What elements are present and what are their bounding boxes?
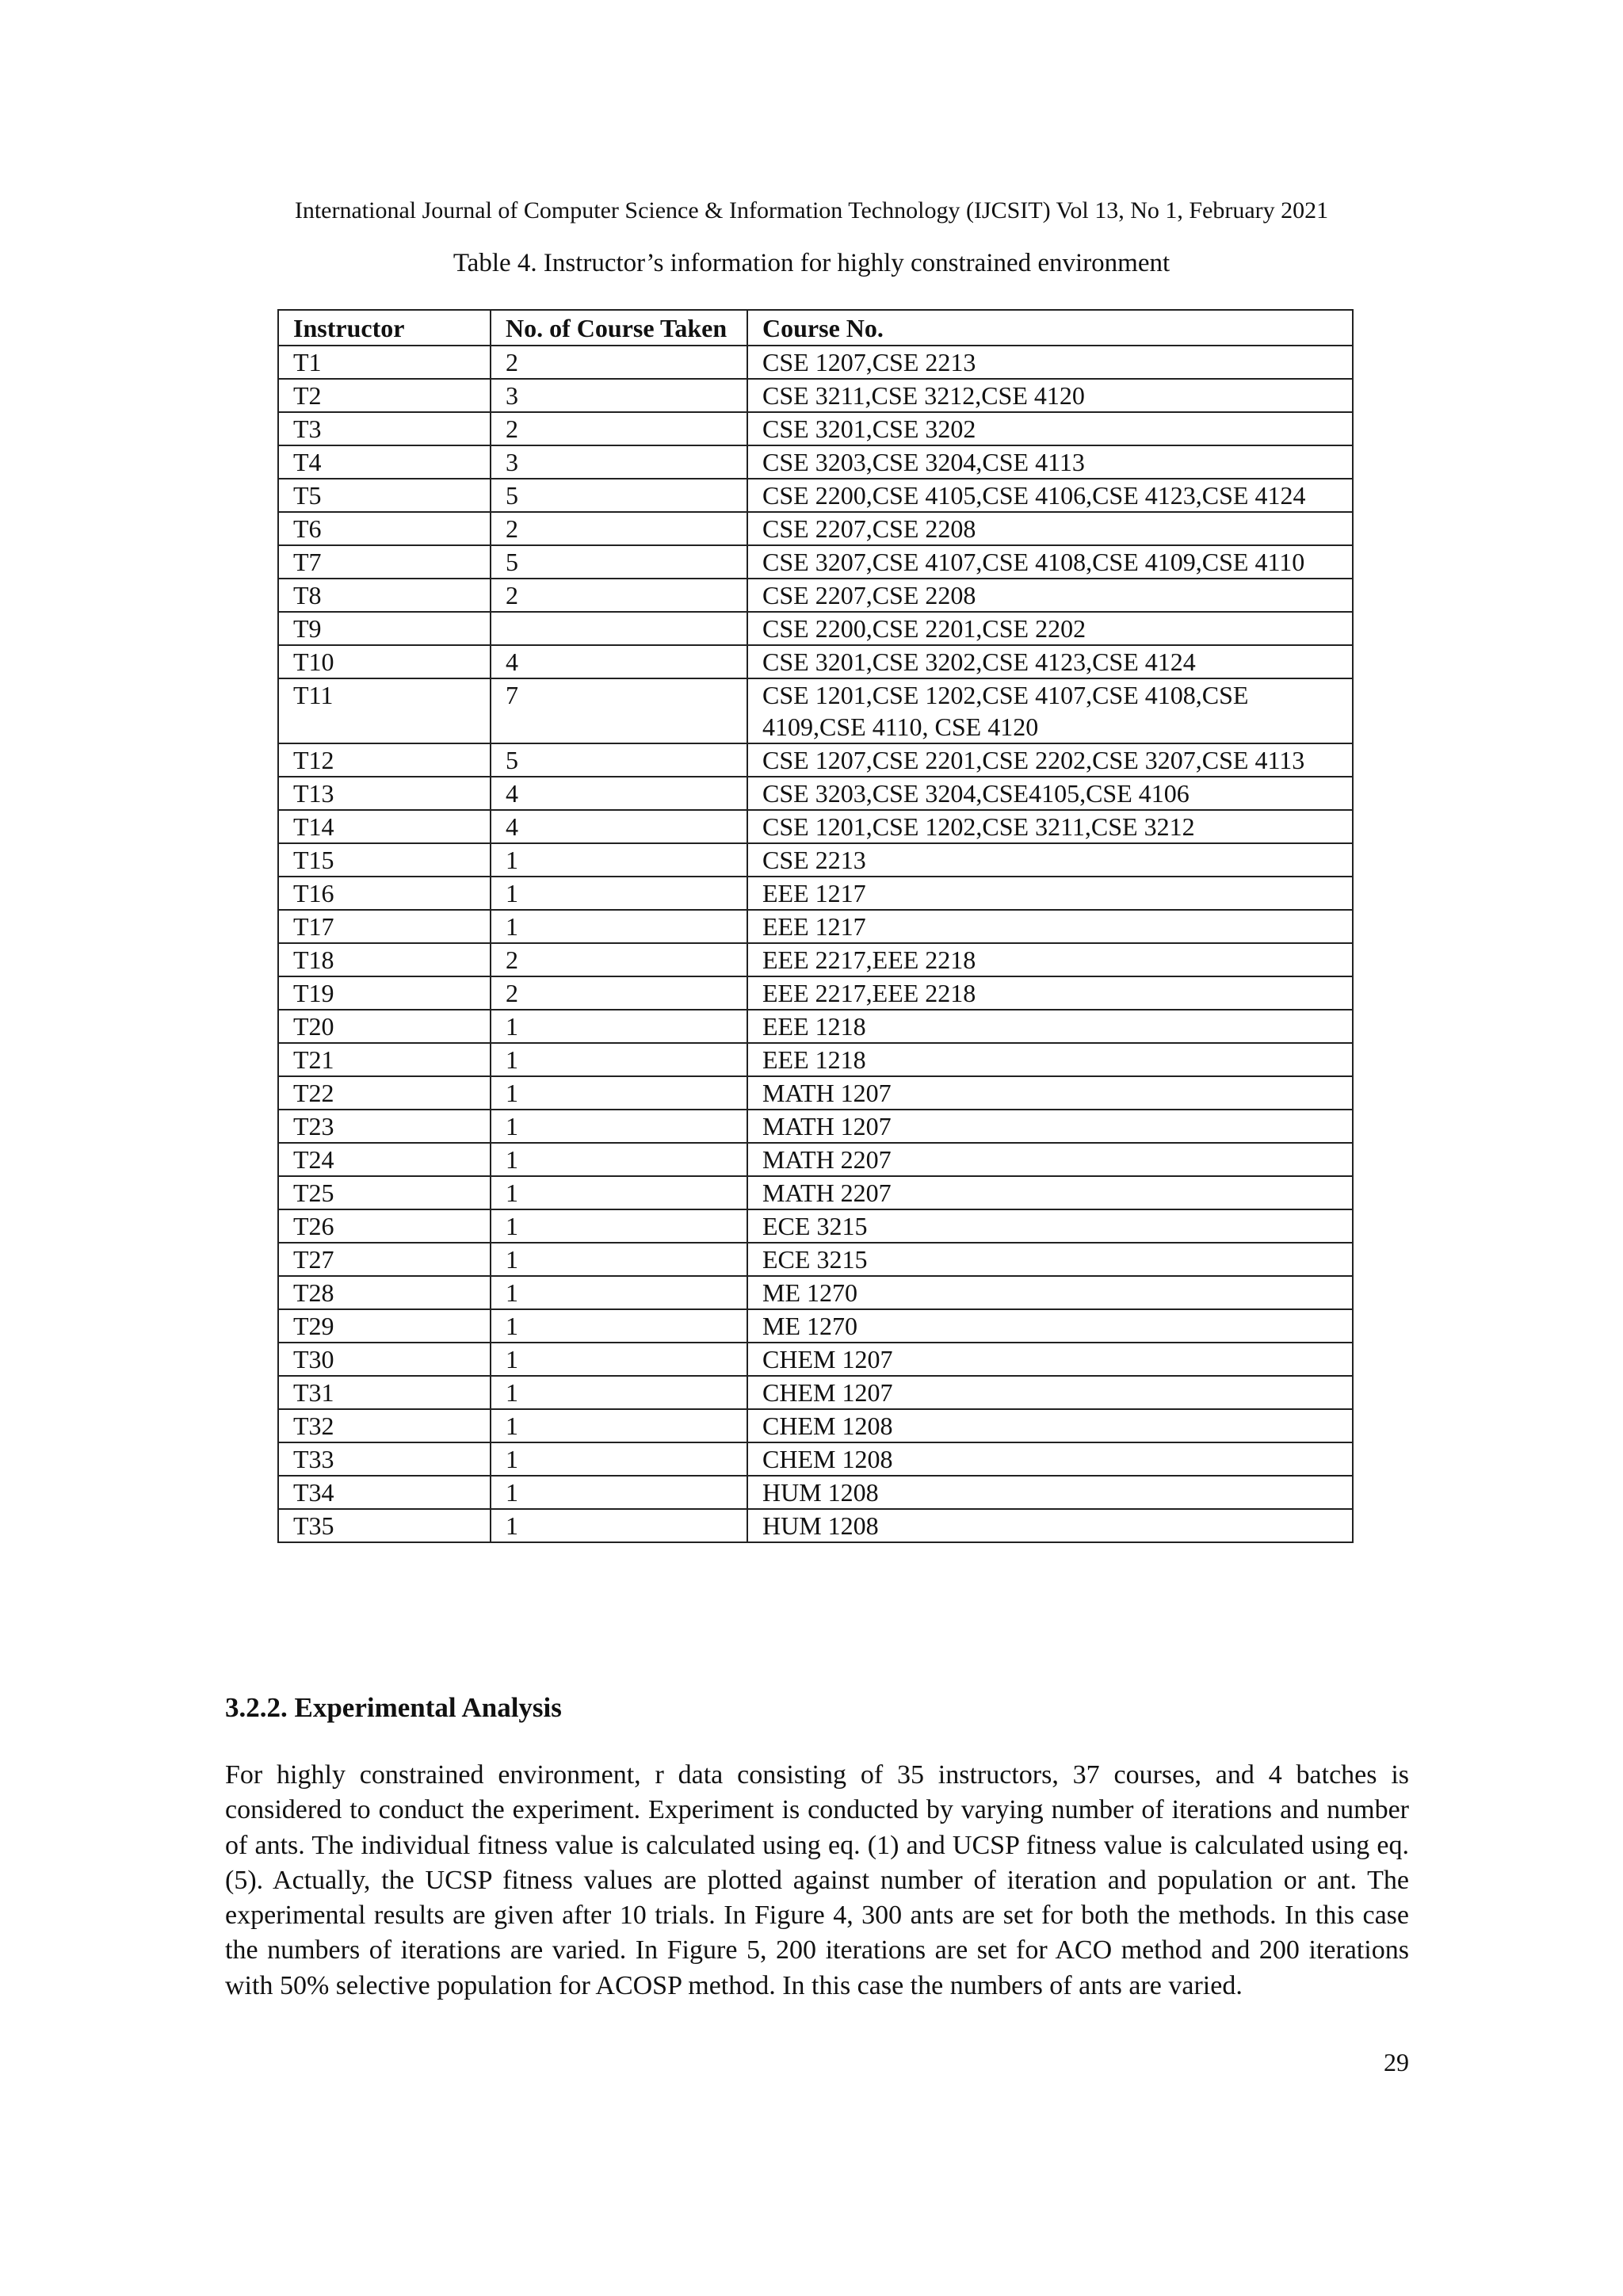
column-header-course-count: No. of Course Taken	[491, 310, 747, 346]
column-header-course-no: Course No.	[747, 310, 1353, 346]
cell-course-no: ECE 3215	[747, 1209, 1353, 1243]
cell-course-no: CSE 2213	[747, 843, 1353, 877]
cell-course-count: 4	[491, 777, 747, 810]
cell-course-no: CSE 3201,CSE 3202	[747, 412, 1353, 445]
cell-instructor: T9	[278, 612, 491, 645]
table-row	[278, 545, 1353, 579]
cell-instructor: T13	[278, 777, 491, 810]
running-header: International Journal of Computer Science & Information Technology (IJCSIT) Vol 13, No 1, February 2021	[294, 197, 1329, 223]
cell-instructor: T14	[278, 810, 491, 843]
cell-instructor: T4	[278, 445, 491, 479]
cell-course-no: EEE 2217,EEE 2218	[747, 943, 1353, 976]
cell-instructor: T30	[278, 1343, 491, 1376]
cell-course-no: EEE 1217	[747, 910, 1353, 943]
cell-course-no: CSE 3203,CSE 3204,CSE4105,CSE 4106	[747, 777, 1353, 810]
cell-instructor: T29	[278, 1309, 491, 1343]
table-row	[278, 346, 1353, 379]
cell-course-count: 1	[491, 1343, 747, 1376]
table-row	[278, 1143, 1353, 1176]
cell-course-count: 1	[491, 1243, 747, 1276]
cell-course-count: 2	[491, 346, 747, 379]
table-row	[278, 843, 1353, 877]
cell-instructor: T19	[278, 976, 491, 1010]
cell-course-count: 1	[491, 1309, 747, 1343]
cell-course-count: 1	[491, 1276, 747, 1309]
cell-course-no: ME 1270	[747, 1276, 1353, 1309]
table-row	[278, 910, 1353, 943]
cell-course-no: CSE 1207,CSE 2213	[747, 346, 1353, 379]
table-row	[278, 976, 1353, 1010]
cell-course-no: CHEM 1208	[747, 1442, 1353, 1476]
cell-course-no: CSE 1201,CSE 1202,CSE 3211,CSE 3212	[747, 810, 1353, 843]
table-row	[278, 645, 1353, 678]
cell-course-count: 4	[491, 810, 747, 843]
table-row	[278, 1309, 1353, 1343]
cell-instructor: T32	[278, 1409, 491, 1442]
cell-course-count: 3	[491, 445, 747, 479]
cell-course-no: CSE 3203,CSE 3204,CSE 4113	[747, 445, 1353, 479]
cell-instructor: T23	[278, 1110, 491, 1143]
cell-instructor: T5	[278, 479, 491, 512]
table-row	[278, 612, 1353, 645]
table-row	[278, 445, 1353, 479]
cell-course-no: CSE 3201,CSE 3202,CSE 4123,CSE 4124	[747, 645, 1353, 678]
cell-instructor: T27	[278, 1243, 491, 1276]
table-row	[278, 1409, 1353, 1442]
cell-instructor: T10	[278, 645, 491, 678]
cell-instructor: T11	[278, 678, 491, 743]
table-row	[278, 877, 1353, 910]
cell-instructor: T21	[278, 1043, 491, 1076]
cell-instructor: T34	[278, 1476, 491, 1509]
table-row	[278, 1509, 1353, 1542]
cell-course-count: 4	[491, 645, 747, 678]
cell-course-no: CHEM 1207	[747, 1376, 1353, 1409]
cell-instructor: T6	[278, 512, 491, 545]
body-paragraph: For highly constrained environment, r data consisting of 35 instructors, 37 courses, and 4 batches is considered to conduct the experiment. Experiment is conducted by varying number of iterations and number of ants. The individual fitness value is calculated using eq. (1) and UCSP fitness value is calculated using eq. (5). Actually, the UCSP fitness values are plotted against number of iteration and population or ant. The experimental results are given after 10 trials. In Figure 4, 300 ants are set for both the methods. In this case the numbers of iterations are varied. In Figure 5, 200 iterations are set for ACO method and 200 iterations with 50% selective population for ACOSP method. In this case the numbers of ants are varied.	[225, 1760, 1409, 2000]
cell-course-no: CSE 3207,CSE 4107,CSE 4108,CSE 4109,CSE 4110	[747, 545, 1353, 579]
cell-course-no: CSE 1207,CSE 2201,CSE 2202,CSE 3207,CSE 4113	[747, 743, 1353, 777]
table-row	[278, 1010, 1353, 1043]
cell-course-no: CSE 2207,CSE 2208	[747, 512, 1353, 545]
cell-course-count: 1	[491, 1143, 747, 1176]
cell-instructor: T25	[278, 1176, 491, 1209]
table-row	[278, 1209, 1353, 1243]
cell-instructor: T33	[278, 1442, 491, 1476]
cell-course-no: CHEM 1207	[747, 1343, 1353, 1376]
cell-instructor: T1	[278, 346, 491, 379]
table-row	[278, 810, 1353, 843]
cell-course-count: 1	[491, 1509, 747, 1542]
cell-instructor: T2	[278, 379, 491, 412]
cell-course-count: 2	[491, 412, 747, 445]
table-row	[278, 1343, 1353, 1376]
cell-course-count: 2	[491, 579, 747, 612]
table-row	[278, 1442, 1353, 1476]
cell-course-count: 2	[491, 512, 747, 545]
cell-course-count: 1	[491, 1043, 747, 1076]
cell-instructor: T15	[278, 843, 491, 877]
cell-instructor: T12	[278, 743, 491, 777]
cell-course-count: 3	[491, 379, 747, 412]
cell-course-no: HUM 1208	[747, 1509, 1353, 1542]
cell-course-count: 1	[491, 1442, 747, 1476]
cell-course-no: CSE 2200,CSE 2201,CSE 2202	[747, 612, 1353, 645]
table-row	[278, 943, 1353, 976]
cell-course-count: 1	[491, 1209, 747, 1243]
table-row	[278, 412, 1353, 445]
cell-course-count: 2	[491, 943, 747, 976]
cell-course-count: 1	[491, 1409, 747, 1442]
cell-instructor: T20	[278, 1010, 491, 1043]
cell-course-no: CSE 3211,CSE 3212,CSE 4120	[747, 379, 1353, 412]
page-number: 29	[1384, 2048, 1409, 2076]
table-row	[278, 777, 1353, 810]
cell-course-no: MATH 1207	[747, 1076, 1353, 1110]
cell-instructor: T22	[278, 1076, 491, 1110]
table-row	[278, 1476, 1353, 1509]
table-row	[278, 512, 1353, 545]
section-heading: 3.2.2. Experimental Analysis	[225, 1692, 562, 1723]
cell-course-no: EEE 1217	[747, 877, 1353, 910]
cell-course-no: MATH 2207	[747, 1143, 1353, 1176]
cell-instructor: T8	[278, 579, 491, 612]
cell-course-count: 1	[491, 910, 747, 943]
cell-instructor: T24	[278, 1143, 491, 1176]
cell-course-no: EEE 2217,EEE 2218	[747, 976, 1353, 1010]
cell-course-count: 5	[491, 743, 747, 777]
cell-course-no: ECE 3215	[747, 1243, 1353, 1276]
cell-course-no: HUM 1208	[747, 1476, 1353, 1509]
table-row	[278, 1110, 1353, 1143]
cell-course-count: 1	[491, 843, 747, 877]
table-row	[278, 1276, 1353, 1309]
cell-instructor: T28	[278, 1276, 491, 1309]
cell-course-no: MATH 2207	[747, 1176, 1353, 1209]
cell-course-count: 5	[491, 479, 747, 512]
table-header-row	[278, 310, 1353, 346]
table-row	[278, 1043, 1353, 1076]
cell-instructor: T35	[278, 1509, 491, 1542]
table-row	[278, 678, 1353, 743]
cell-course-no: ME 1270	[747, 1309, 1353, 1343]
cell-course-count: 2	[491, 976, 747, 1010]
cell-instructor: T17	[278, 910, 491, 943]
cell-course-count: 1	[491, 877, 747, 910]
cell-course-no: CHEM 1208	[747, 1409, 1353, 1442]
table-row	[278, 579, 1353, 612]
table-row	[278, 479, 1353, 512]
table-row	[278, 379, 1353, 412]
cell-instructor: T3	[278, 412, 491, 445]
cell-course-no: MATH 1207	[747, 1110, 1353, 1143]
table-caption: Table 4. Instructor’s information for highly constrained environment	[453, 249, 1170, 277]
cell-instructor: T7	[278, 545, 491, 579]
table-row	[278, 1243, 1353, 1276]
cell-course-count: 1	[491, 1476, 747, 1509]
cell-course-no: CSE 2200,CSE 4105,CSE 4106,CSE 4123,CSE 4124	[747, 479, 1353, 512]
column-header-instructor: Instructor	[278, 310, 491, 346]
instructor-table	[277, 309, 1354, 1543]
cell-instructor: T26	[278, 1209, 491, 1243]
table-row	[278, 1176, 1353, 1209]
cell-course-no: CSE 1201,CSE 1202,CSE 4107,CSE 4108,CSE 4109,CSE 4110, CSE 4120	[747, 678, 1353, 743]
cell-course-no: CSE 2207,CSE 2208	[747, 579, 1353, 612]
cell-course-count: 1	[491, 1076, 747, 1110]
cell-course-count: 1	[491, 1010, 747, 1043]
cell-course-count	[491, 612, 747, 645]
cell-instructor: T31	[278, 1376, 491, 1409]
cell-course-no: EEE 1218	[747, 1043, 1353, 1076]
cell-instructor: T16	[278, 877, 491, 910]
cell-instructor: T18	[278, 943, 491, 976]
table-body	[278, 346, 1353, 1542]
table-row	[278, 743, 1353, 777]
cell-course-count: 1	[491, 1110, 747, 1143]
cell-course-count: 1	[491, 1376, 747, 1409]
cell-course-count: 1	[491, 1176, 747, 1209]
table-row	[278, 1076, 1353, 1110]
cell-course-count: 5	[491, 545, 747, 579]
table-row	[278, 1376, 1353, 1409]
cell-course-no: EEE 1218	[747, 1010, 1353, 1043]
cell-course-count: 7	[491, 678, 747, 743]
